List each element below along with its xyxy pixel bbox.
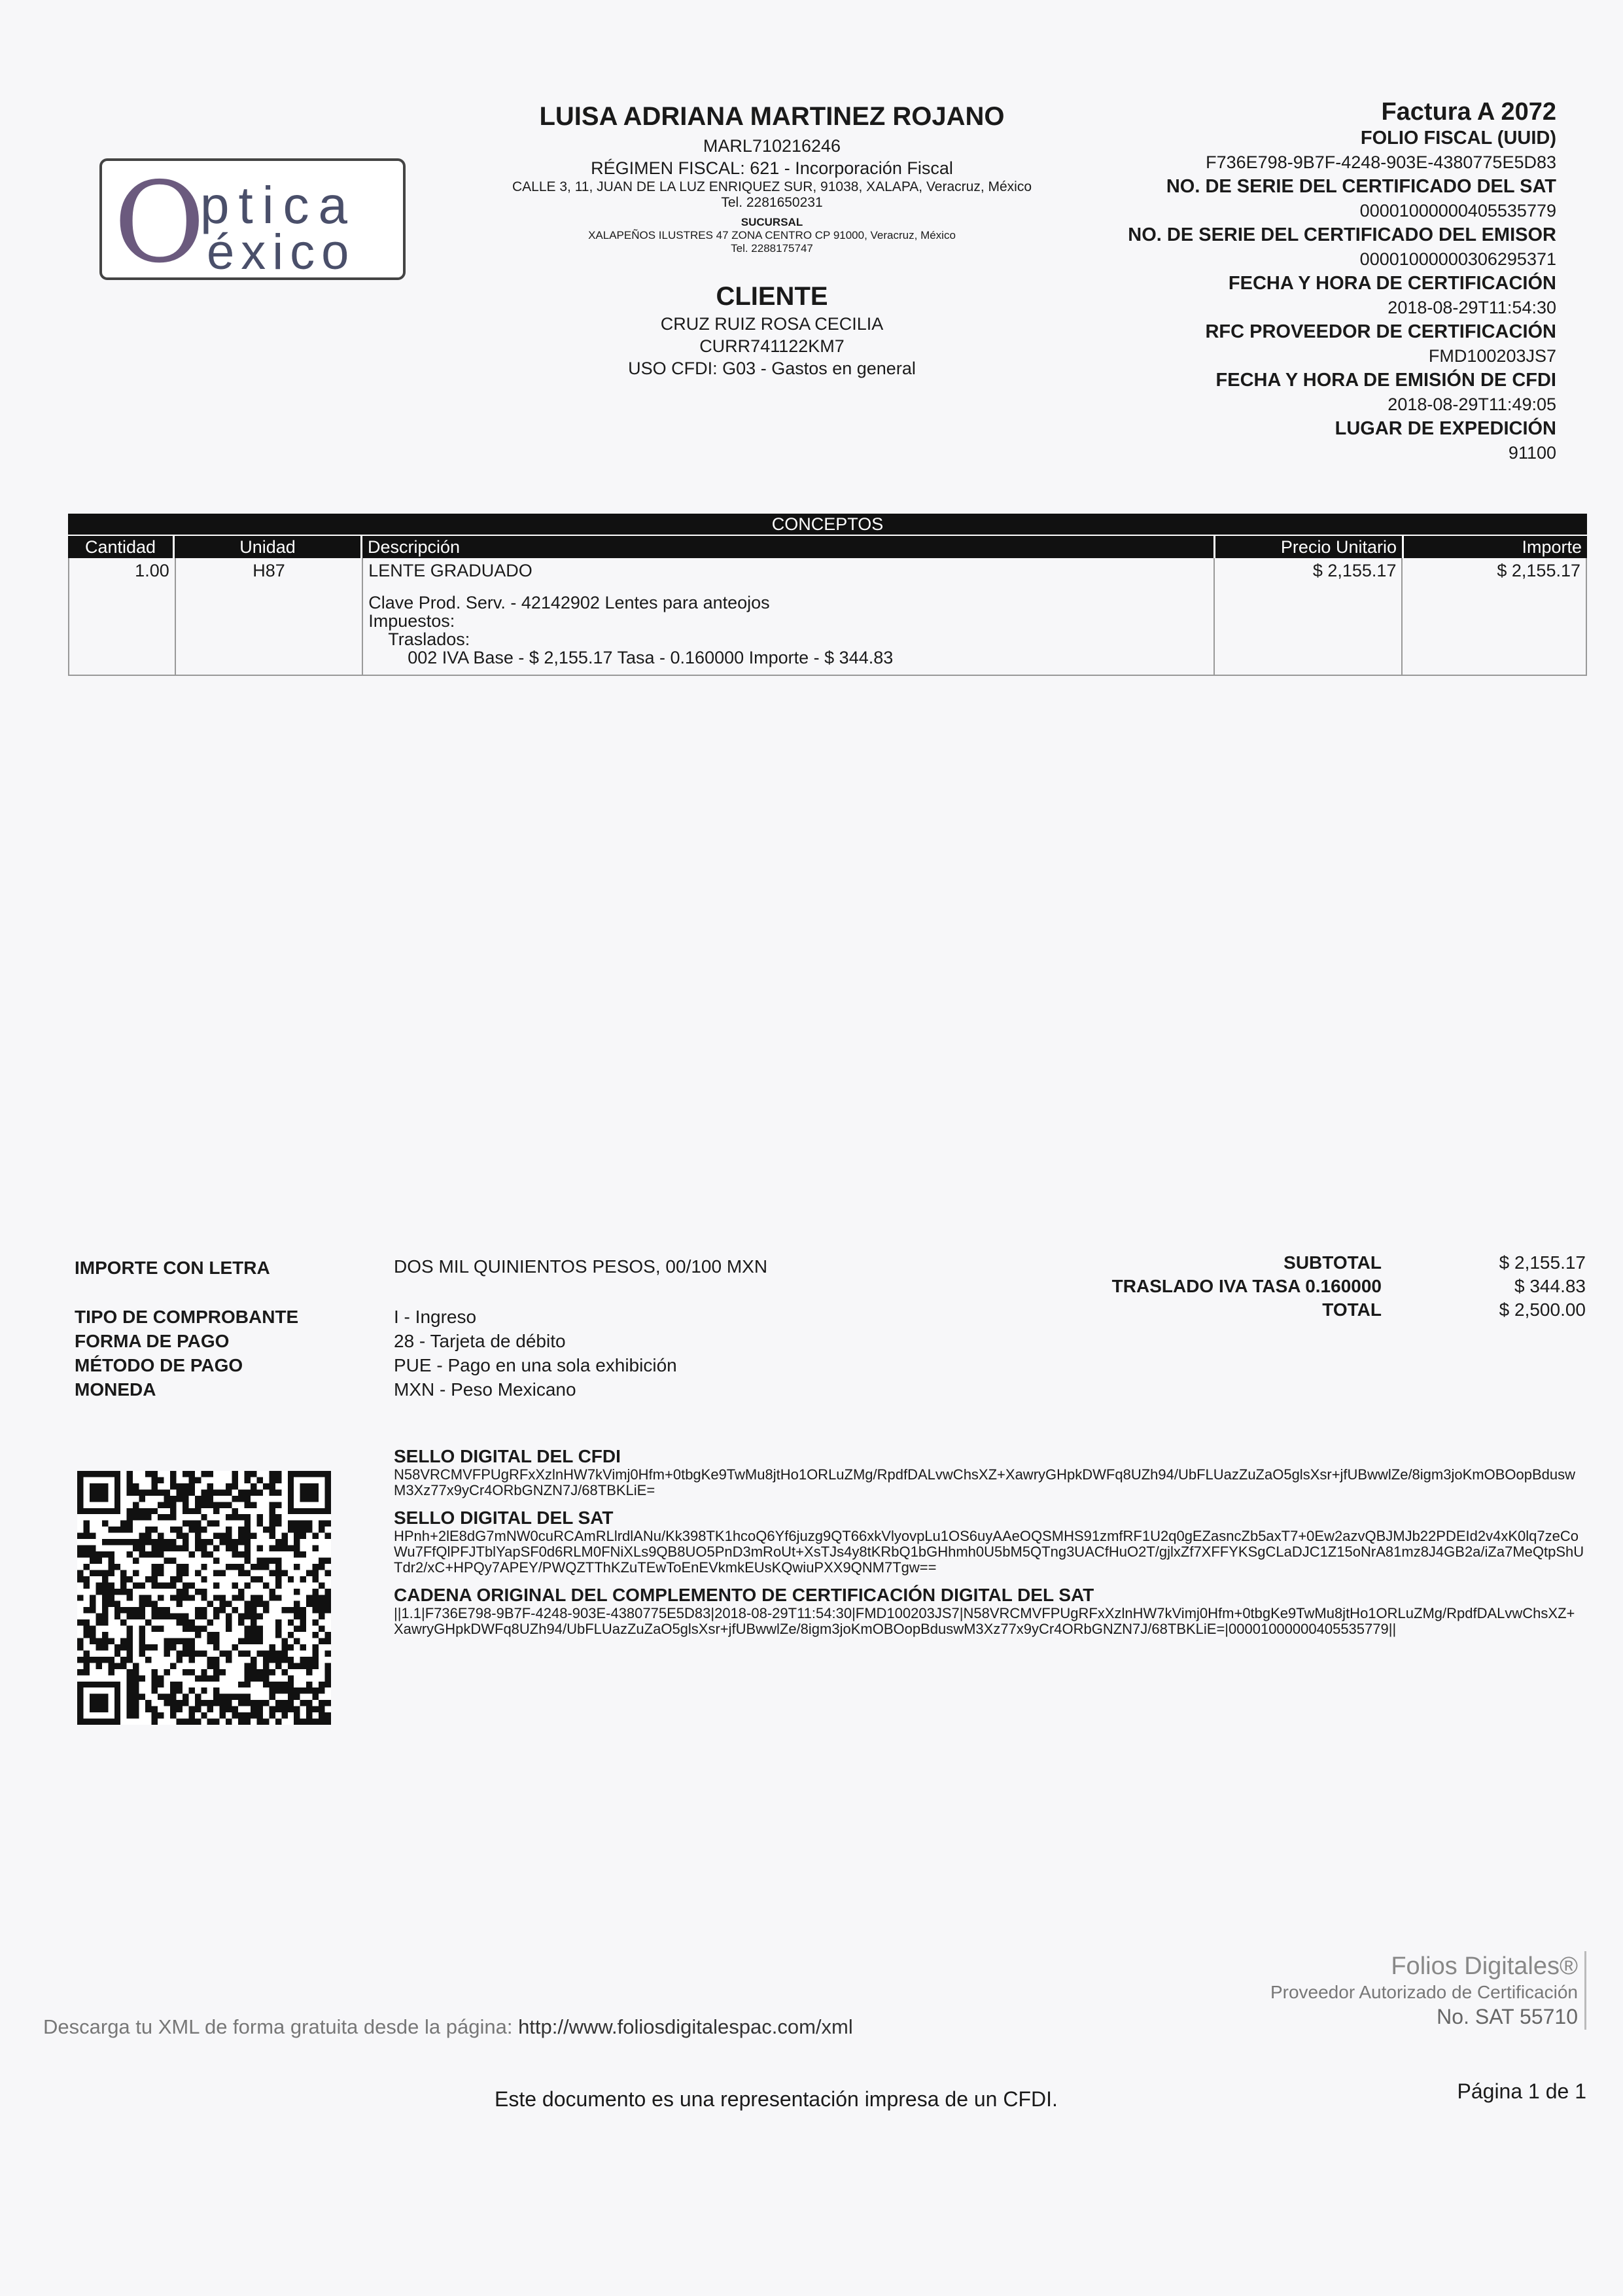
logo-letter-o: O (114, 158, 205, 280)
sello-sat-label: SELLO DIGITAL DEL SAT (394, 1508, 614, 1528)
row-iva: 002 IVA Base - $ 2,155.17 Tasa - 0.160000 Importe - $ 344.83 (408, 648, 894, 667)
row-clave: Clave Prod. Serv. - 42142902 Lentes para anteojos (368, 593, 770, 612)
forma-value: 28 - Tarjeta de débito (394, 1331, 566, 1351)
totales-values (1389, 1251, 1586, 1322)
tipo-label: TIPO DE COMPROBANTE (75, 1307, 299, 1327)
conceptos-table (68, 514, 1587, 676)
factura-block (968, 98, 1556, 465)
col-unidad: Unidad (175, 536, 362, 558)
total-value: $ 2,500.00 (1499, 1299, 1586, 1320)
folio-value: F736E798-9B7F-4248-903E-4380775E5D83 (1206, 152, 1556, 172)
col-descripcion: Descripción (362, 536, 1215, 558)
importe-letra-value: DOS MIL QUINIENTOS PESOS, 00/100 MXN (394, 1256, 768, 1277)
row-descripcion-cell (363, 558, 1215, 675)
conceptos-columns (68, 535, 1587, 558)
subtotal-value: $ 2,155.17 (1499, 1252, 1586, 1273)
logo-word-exico: éxico (207, 224, 356, 280)
folio-label: FOLIO FISCAL (UUID) (1360, 128, 1556, 149)
row-cantidad: 1.00 (69, 558, 176, 675)
qr-modules (77, 1471, 331, 1725)
moneda-label: MONEDA (75, 1379, 156, 1400)
iva-label: TRASLADO IVA TASA 0.160000 (1111, 1276, 1382, 1296)
descarga-link[interactable]: http://www.foliosdigitalespac.com/xml (518, 2015, 853, 2038)
totales-labels (924, 1251, 1382, 1322)
forma-label: FORMA DE PAGO (75, 1331, 230, 1351)
logo-word-ptica: ptica (200, 176, 357, 234)
table-row (68, 558, 1587, 676)
iva-value: $ 344.83 (1514, 1276, 1586, 1296)
subtotal-label: SUBTOTAL (1283, 1252, 1382, 1273)
descarga-line (43, 2015, 853, 2039)
row-importe: $ 2,155.17 (1497, 561, 1580, 580)
cliente-label: CLIENTE (716, 282, 828, 311)
conceptos-header: CONCEPTOS (68, 514, 1587, 535)
comprobante-labels (75, 1305, 298, 1402)
metodo-value: PUE - Pago en una sola exhibición (394, 1355, 677, 1375)
row-precio: $ 2,155.17 (1215, 558, 1403, 675)
tipo-value: I - Ingreso (394, 1307, 477, 1327)
sucursal-address: XALAPEÑOS ILUSTRES 47 ZONA CENTRO CP 91000, Veracruz, México (588, 229, 956, 241)
provider-sat-no: No. SAT 55710 (1437, 2005, 1578, 2028)
metodo-label: MÉTODO DE PAGO (75, 1355, 243, 1375)
emisor-name: LUISA ADRIANA MARTINEZ ROJANO (539, 102, 1005, 131)
factura-title: Factura A 2072 (1381, 98, 1556, 126)
page-number: Página 1 de 1 (1457, 2079, 1586, 2103)
emisor-regimen: RÉGIMEN FISCAL: 621 - Incorporación Fiscal (591, 158, 953, 178)
serie-sat-label: NO. DE SERIE DEL CERTIFICADO DEL SAT (1166, 176, 1556, 197)
importe-letra-label: IMPORTE CON LETRA (75, 1258, 270, 1278)
sello-sat-value: HPnh+2lE8dG7mNW0cuRCAmRLlrdlANu/Kk398TK1hcoQ6Yf6juzg9QT66xkVlyovpLu1OS6uyAAeOQSMHS91zmfRF1U2q0gEZasncZb5axT7+0Ew2azvQBJMJb22PDEId2v4xK0lq7zeCoWu7FfQlPFJTblYapSF0d6RLM0FNiXLs9QB8UO5PnD3mRoUt+XsTJs4y8tKRbQ1bGHhmh0U5bM5QTng3UACfHuO2T/gjlxZf7XFFYKSgCLaDJC1Z15oNrA81mz8J4GB2a/iZa7MeQtpShUTdr2/xC+HPQy7APEY/PWQZTThKZuTEwToEnEVkmkEUsKQwiuPXX9QNM7Tgw== (394, 1528, 1584, 1576)
rfc-prov-value: FMD100203JS7 (1428, 346, 1556, 366)
cfdi-note: Este documento es una representación impresa de un CFDI. (495, 2087, 1058, 2111)
cadena-value: ||1.1|F736E798-9B7F-4248-903E-4380775E5D83|2018-08-29T11:54:30|FMD100203JS7|N58VRCMVFPUgRFxXzlnHW7kVimj0Hfm+0tbgKe9TwMu8jtHo1ORLuZMg/RpdfDALvwChsXZ+XawryGHpkDWFq8UZh94/UbFLUazZuZaO5glsXsr+jfUBwwlZe/8igm3joKmOBOopBduswM3Xz77x9yCr4ORbGNZN7J/68TBKLiE=|00001000000405535779|| (394, 1605, 1575, 1637)
provider-sub: Proveedor Autorizado de Certificación (1270, 1982, 1578, 2002)
descarga-text: Descarga tu XML de forma gratuita desde la página: (43, 2015, 513, 2038)
lugar-label: LUGAR DE EXPEDICIÓN (1335, 418, 1556, 439)
fecha-emision-value: 2018-08-29T11:49:05 (1387, 395, 1556, 414)
sucursal-label: SUCURSAL (741, 216, 803, 228)
sellos-block (394, 1446, 1584, 1637)
sello-cfdi-value: N58VRCMVFPUgRFxXzlnHW7kVimj0Hfm+0tbgKe9TwMu8jtHo1ORLuZMg/RpdfDALvwChsXZ+XawryGHpkDWFq8UZh94/UbFLUazZuZaO5glsXsr+jfUBwwlZe/8igm3joKmOBOopBduswM3Xz77x9yCr4ORbGNZN7J/68TBKLiE= (394, 1466, 1575, 1498)
emisor-tel: Tel. 2281650231 (721, 195, 823, 210)
sello-cfdi-label: SELLO DIGITAL DEL CFDI (394, 1446, 621, 1466)
col-cantidad: Cantidad (68, 536, 175, 558)
cadena-label: CADENA ORIGINAL DEL COMPLEMENTO DE CERTIFICACIÓN DIGITAL DEL SAT (394, 1585, 1094, 1605)
lugar-value: 91100 (1508, 443, 1556, 463)
emisor-rfc: MARL710216246 (703, 136, 841, 156)
sucursal-tel: Tel. 2288175747 (731, 242, 813, 255)
cliente-uso-cfdi: USO CFDI: G03 - Gastos en general (628, 359, 916, 378)
serie-sat-value: 00001000000405535779 (1359, 201, 1556, 221)
col-importe: Importe (1522, 537, 1582, 557)
total-label: TOTAL (1322, 1299, 1382, 1320)
serie-emisor-label: NO. DE SERIE DEL CERTIFICADO DEL EMISOR (1128, 224, 1556, 245)
row-unidad: H87 (176, 558, 364, 675)
rfc-prov-label: RFC PROVEEDOR DE CERTIFICACIÓN (1205, 321, 1556, 342)
cliente-rfc: CURR741122KM7 (699, 336, 845, 356)
company-logo (99, 158, 406, 280)
row-impuestos: Impuestos: (368, 611, 455, 631)
emisor-address: CALLE 3, 11, JUAN DE LA LUZ ENRIQUEZ SUR, 91038, XALAPA, Veracruz, México (512, 179, 1032, 194)
fecha-cert-value: 2018-08-29T11:54:30 (1387, 298, 1556, 317)
qr-code (77, 1471, 331, 1725)
row-traslados: Traslados: (388, 629, 470, 649)
fecha-emision-label: FECHA Y HORA DE EMISIÓN DE CFDI (1215, 370, 1556, 391)
fecha-cert-label: FECHA Y HORA DE CERTIFICACIÓN (1228, 273, 1556, 294)
col-precio-unitario: Precio Unitario (1215, 536, 1404, 558)
row-descripcion: LENTE GRADUADO (368, 561, 532, 580)
provider-block (1270, 1951, 1586, 2030)
cliente-name: CRUZ RUIZ ROSA CECILIA (660, 314, 884, 334)
provider-name: Folios Digitales® (1391, 1952, 1578, 1980)
serie-emisor-value: 00001000000306295371 (1359, 249, 1556, 269)
moneda-value: MXN - Peso Mexicano (394, 1379, 576, 1400)
comprobante-values (394, 1305, 677, 1402)
